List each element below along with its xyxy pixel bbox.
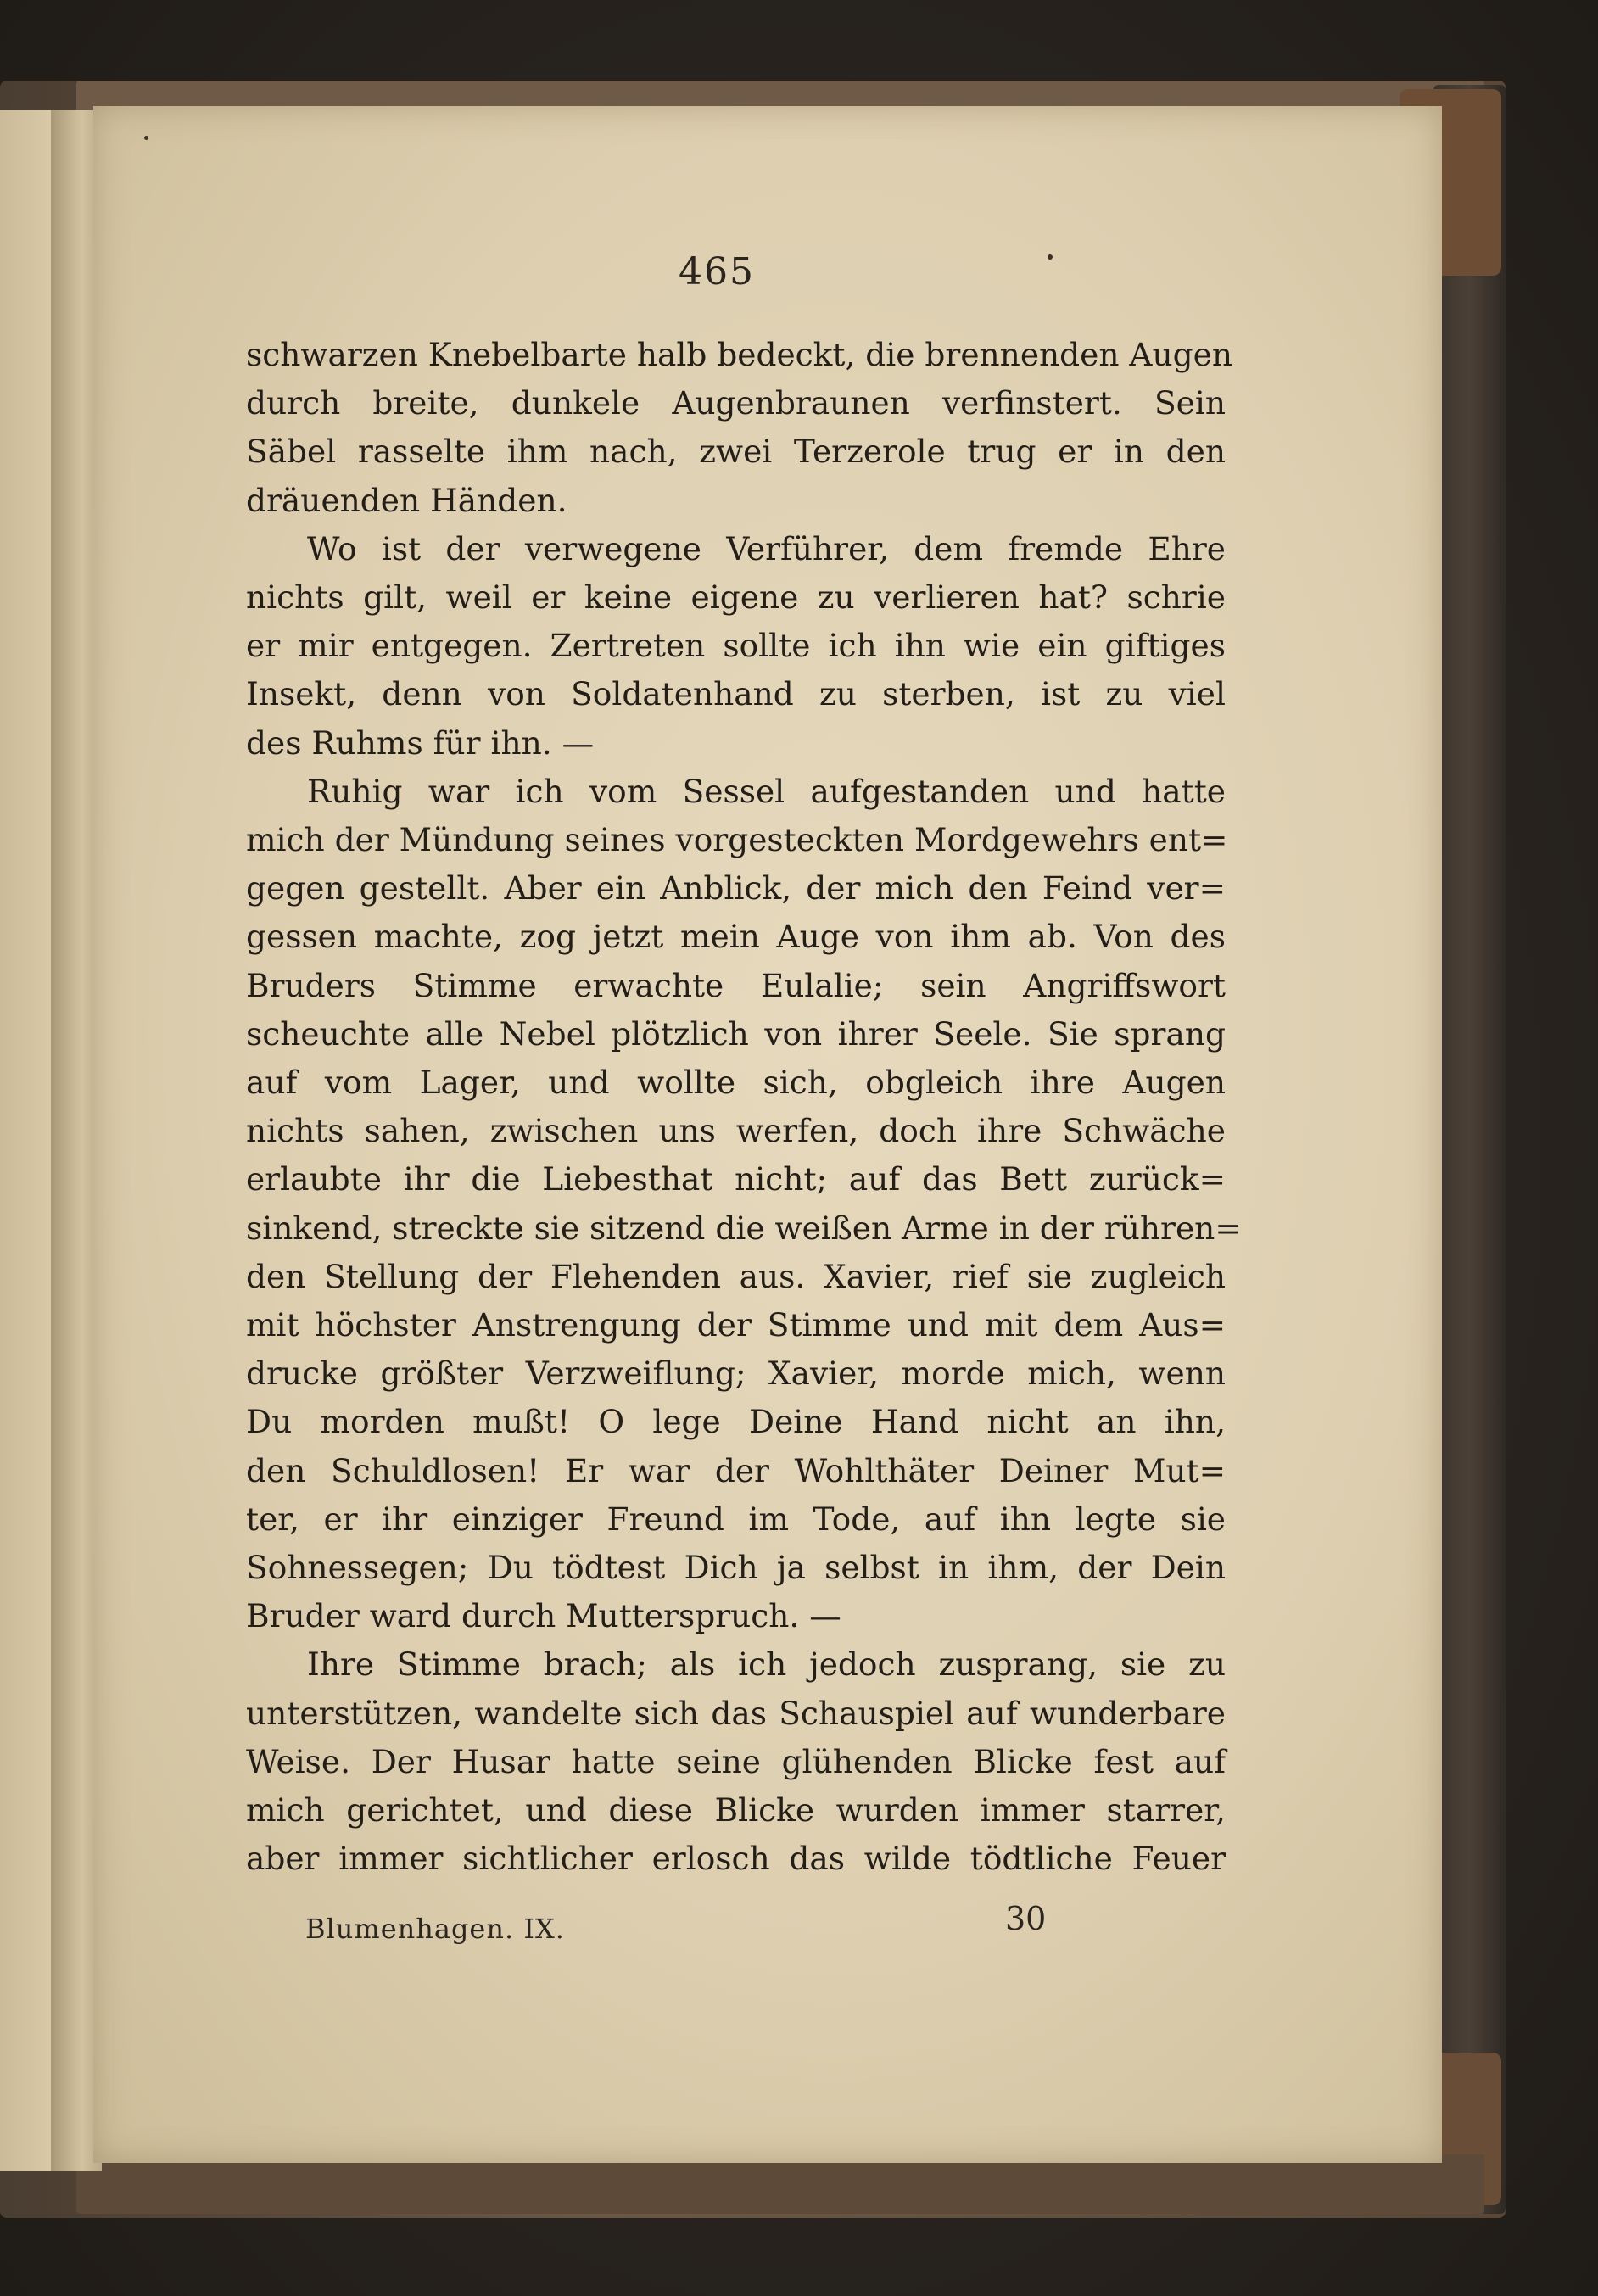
text-line: des Ruhms für ihn. — <box>246 723 595 762</box>
text-line: Säbel rasselte ihm nach, zwei Terzerole trug er in den <box>246 433 1226 471</box>
cover-edge-right <box>1433 85 1506 2214</box>
text-line: Du morden mußt! O lege Deine Hand nicht an ihn, <box>246 1403 1226 1441</box>
cover-edge-bottom <box>76 2154 1484 2214</box>
text-line: Ihre Stimme brach; als ich jedoch zusprang, sie zu <box>307 1645 1226 1684</box>
text-line: Bruders Stimme erwachte Eulalie; sein Angriffswort <box>246 966 1226 1004</box>
text-line: mich gerichtet, und diese Blicke wurden immer starrer, <box>246 1791 1226 1830</box>
text-line: dräuenden Händen. <box>246 481 567 519</box>
text-line: mich der Mündung seines vorgesteckten Mordgewehrs ent= <box>246 821 1228 859</box>
text-line: gegen gestellt. Aber ein Anblick, der mich den Feind ver= <box>246 869 1226 908</box>
text-line: ter, er ihr einziger Freund im Tode, auf ihn legte sie <box>246 1500 1226 1538</box>
text-line: Ruhig war ich vom Sessel aufgestanden und hatte <box>307 772 1226 810</box>
text-line: durch breite, dunkele Augenbraunen verfinstert. Sein <box>246 384 1226 422</box>
sheet-number: 30 <box>1005 1900 1047 1937</box>
paper-speck <box>1048 254 1053 260</box>
text-line: erlaubte ihr die Liebesthat nicht; auf das Bett zurück= <box>246 1160 1226 1198</box>
page-body-text <box>246 331 1242 1884</box>
text-line: den Schuldlosen! Er war der Wohlthäter Deiner Mut= <box>246 1451 1226 1489</box>
text-line: auf vom Lager, und wollte sich, obgleich ihre Augen <box>246 1064 1226 1102</box>
text-line: Sohnessegen; Du tödtest Dich ja selbst in ihm, der Dein <box>246 1549 1226 1587</box>
text-line: nichts sahen, zwischen uns werfen, doch ihre Schwäche <box>246 1112 1226 1150</box>
text-line: drucke größter Verzweiflung; Xavier, morde mich, wenn <box>246 1355 1226 1393</box>
text-line: nichts gilt, weil er keine eigene zu verlieren hat? schrie <box>246 578 1226 617</box>
text-line: unterstützen, wandelte sich das Schauspiel auf wunderbare <box>246 1694 1226 1732</box>
text-line: er mir entgegen. Zertreten sollte ich ihn wie ein giftiges <box>246 627 1226 665</box>
text-line: Wo ist der verwegene Verführer, dem fremde Ehre <box>307 529 1226 567</box>
text-line: sinkend, streckte sie sitzend die weißen Arme in der rühren= <box>246 1209 1242 1247</box>
paper-speck <box>144 136 148 140</box>
text-line: aber immer sichtlicher erlosch das wilde tödtliche Feuer <box>246 1840 1226 1878</box>
text-line: mit höchster Anstrengung der Stimme und mit dem Aus= <box>246 1306 1226 1344</box>
text-line: Weise. Der Husar hatte seine glühenden Blicke fest auf <box>246 1742 1226 1780</box>
text-line: gessen machte, zog jetzt mein Auge von ihm ab. Von des <box>246 918 1226 956</box>
text-line: schwarzen Knebelbarte halb bedeckt, die brennenden Augen <box>246 336 1233 373</box>
text-line: den Stellung der Flehenden aus. Xavier, rief sie zugleich <box>246 1257 1226 1295</box>
text-line: Insekt, denn von Soldatenhand zu sterben, ist zu viel <box>246 675 1226 713</box>
signature-mark: Blumenhagen. IX. <box>305 1913 565 1945</box>
text-line: scheuchte alle Nebel plötzlich von ihrer Seele. Sie sprang <box>246 1014 1226 1053</box>
page-number: 465 <box>679 250 755 293</box>
text-line: Bruder ward durch Mutterspruch. — <box>246 1597 841 1635</box>
